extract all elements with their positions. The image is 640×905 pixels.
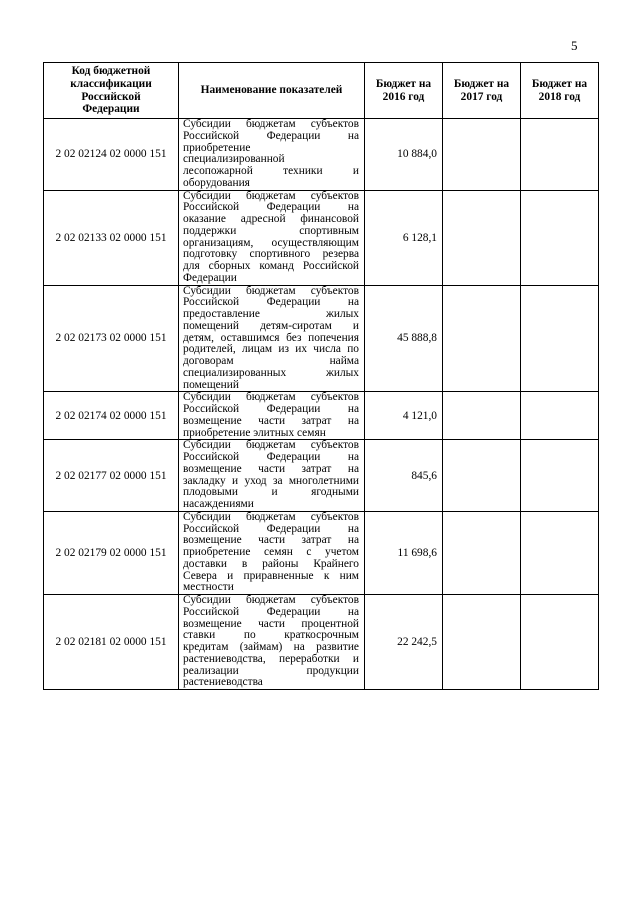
budget-2016-cell: 6 128,1 bbox=[365, 190, 443, 285]
budget-code-cell: 2 02 02124 02 0000 151 bbox=[44, 119, 179, 191]
indicator-name-line: приобретение bbox=[183, 141, 251, 154]
budget-2018-cell bbox=[521, 392, 599, 440]
indicator-name-line: Российской Федерации на bbox=[183, 129, 359, 142]
indicator-name-line: родителей, лицам из их числа по bbox=[183, 343, 359, 356]
indicator-name-line: ставки по краткосрочным bbox=[183, 629, 359, 642]
budget-2017-cell bbox=[443, 440, 521, 512]
budget-2018-cell bbox=[521, 190, 599, 285]
table-row bbox=[44, 190, 599, 285]
indicator-name-line: Субсидии бюджетам субъектов bbox=[183, 439, 359, 452]
table-row bbox=[44, 595, 599, 690]
indicator-name-line: оборудования bbox=[183, 176, 250, 189]
budget-code-cell: 2 02 02181 02 0000 151 bbox=[44, 595, 179, 690]
indicator-name-cell bbox=[179, 119, 365, 191]
indicator-name-line: возмещение части затрат на bbox=[183, 462, 359, 475]
indicator-name-line: поддержки спортивным bbox=[183, 224, 359, 237]
indicator-name-line: Российской Федерации на bbox=[183, 605, 359, 618]
indicator-name-line: возмещение части процентной bbox=[183, 617, 359, 630]
indicator-name-line: доставки в районы Крайнего bbox=[183, 557, 359, 570]
indicator-name-cell bbox=[179, 285, 365, 392]
indicator-name-line: приобретение элитных семян bbox=[183, 426, 326, 439]
budget-code-cell: 2 02 02179 02 0000 151 bbox=[44, 511, 179, 594]
budget-code-cell: 2 02 02174 02 0000 151 bbox=[44, 392, 179, 440]
budget-2016-cell: 11 698,6 bbox=[365, 511, 443, 594]
header-code: Код бюджетной классификации Российской Федерации bbox=[44, 63, 179, 119]
budget-code-cell: 2 02 02177 02 0000 151 bbox=[44, 440, 179, 512]
budget-table bbox=[43, 62, 599, 690]
indicator-name-line: растениеводства, переработки и bbox=[183, 652, 359, 665]
budget-2017-cell bbox=[443, 595, 521, 690]
indicator-name-line: местности bbox=[183, 581, 234, 594]
indicator-name-line: Субсидии бюджетам субъектов bbox=[183, 391, 359, 404]
indicator-name-line: предоставление жилых bbox=[183, 308, 359, 320]
header-name: Наименование показателей bbox=[179, 63, 365, 119]
indicator-name-cell bbox=[179, 511, 365, 594]
indicator-name-line: Субсидии бюджетам субъектов bbox=[183, 284, 359, 297]
budget-2018-cell bbox=[521, 511, 599, 594]
indicator-name-line: Субсидии бюджетам субъектов bbox=[183, 118, 359, 130]
table-row bbox=[44, 285, 599, 392]
indicator-name-line: детям, оставшимся без попечения bbox=[183, 331, 359, 344]
budget-code-cell: 2 02 02173 02 0000 151 bbox=[44, 285, 179, 392]
indicator-name-line: плодовыми и ягодными bbox=[183, 486, 359, 499]
header-budget-2018: Бюджет на 2018 год bbox=[521, 63, 599, 119]
indicator-name-line: возмещение части затрат на bbox=[183, 414, 359, 427]
table-row bbox=[44, 119, 599, 191]
indicator-name-line: лесопожарной техники и bbox=[183, 165, 359, 177]
indicator-name-line: Субсидии бюджетам субъектов bbox=[183, 510, 359, 523]
indicator-name-cell bbox=[179, 190, 365, 285]
budget-2017-cell bbox=[443, 511, 521, 594]
table-header-row bbox=[44, 63, 599, 119]
budget-2016-cell: 4 121,0 bbox=[365, 392, 443, 440]
indicator-name-line: закладку и уход за многолетними bbox=[183, 474, 359, 487]
indicator-name-line: оказание адресной финансовой bbox=[183, 213, 359, 225]
indicator-name-line: Российской Федерации на bbox=[183, 201, 359, 214]
indicator-name-line: Федерации bbox=[183, 271, 237, 284]
header-budget-2017: Бюджет на 2017 год bbox=[443, 63, 521, 119]
indicator-name-cell bbox=[179, 440, 365, 512]
indicator-name-line: реализации продукции bbox=[183, 664, 359, 677]
indicator-name-line: Российской Федерации на bbox=[183, 451, 359, 463]
indicator-name-line: Субсидии бюджетам субъектов bbox=[183, 594, 359, 606]
indicator-name-line: для сборных команд Российской bbox=[183, 260, 359, 272]
budget-2017-cell bbox=[443, 190, 521, 285]
budget-2018-cell bbox=[521, 119, 599, 191]
page-number: 5 bbox=[571, 38, 578, 53]
indicator-name-line: Севера и приравненные к ним bbox=[183, 569, 359, 582]
table-row bbox=[44, 440, 599, 512]
indicator-name-line: приобретение семян с учетом bbox=[183, 546, 359, 558]
budget-2016-cell: 10 884,0 bbox=[365, 119, 443, 191]
indicator-name-cell bbox=[179, 595, 365, 690]
table-row bbox=[44, 511, 599, 594]
indicator-name-line: подготовку спортивного резерва bbox=[183, 248, 359, 261]
indicator-name-line: насаждениями bbox=[183, 498, 254, 510]
budget-2017-cell bbox=[443, 119, 521, 191]
budget-2016-cell: 45 888,8 bbox=[365, 285, 443, 392]
indicator-name-line: Российской Федерации на bbox=[183, 522, 359, 535]
indicator-name-line: возмещение части затрат на bbox=[183, 534, 359, 547]
budget-code-cell: 2 02 02133 02 0000 151 bbox=[44, 190, 179, 285]
indicator-name-line: договорам найма bbox=[183, 355, 359, 367]
indicator-name-line: организациям, осуществляющим bbox=[183, 236, 359, 249]
budget-2018-cell bbox=[521, 440, 599, 512]
indicator-name-cell bbox=[179, 392, 365, 440]
indicator-name-line: специализированных жилых bbox=[183, 366, 359, 379]
indicator-name-line: Российской Федерации на bbox=[183, 296, 359, 309]
indicator-name-line: специализированной bbox=[183, 153, 285, 166]
budget-2018-cell bbox=[521, 285, 599, 392]
budget-2017-cell bbox=[443, 392, 521, 440]
header-budget-2016: Бюджет на 2016 год bbox=[365, 63, 443, 119]
table-row bbox=[44, 392, 599, 440]
indicator-name-line: Российской Федерации на bbox=[183, 403, 359, 415]
indicator-name-line: кредитам (займам) на развитие bbox=[183, 641, 359, 653]
budget-2018-cell bbox=[521, 595, 599, 690]
indicator-name-line: растениеводства bbox=[183, 676, 263, 689]
budget-2017-cell bbox=[443, 285, 521, 392]
budget-2016-cell: 845,6 bbox=[365, 440, 443, 512]
indicator-name-line: помещений детям-сиротам и bbox=[183, 319, 359, 332]
indicator-name-line: помещений bbox=[183, 378, 239, 391]
budget-2016-cell: 22 242,5 bbox=[365, 595, 443, 690]
indicator-name-line: Субсидии бюджетам субъектов bbox=[183, 189, 359, 202]
